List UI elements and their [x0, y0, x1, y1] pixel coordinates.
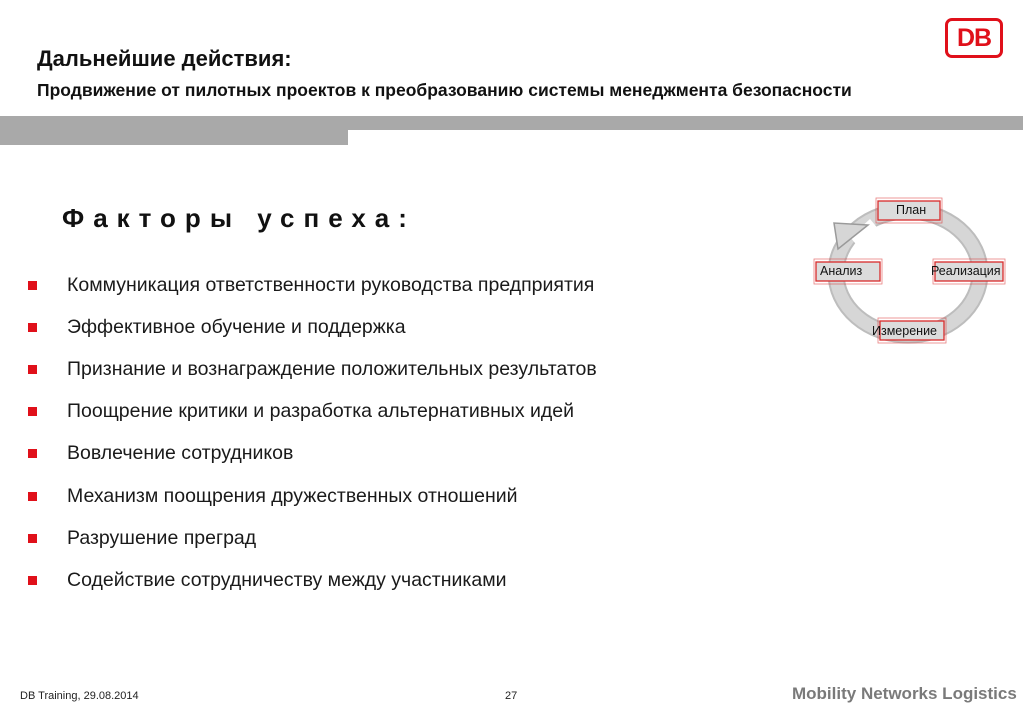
list-item [28, 433, 597, 475]
list-item-text: Признание и вознаграждение положительных результатов [67, 357, 597, 380]
footer-slogan: Mobility Networks Logistics [792, 684, 1017, 703]
list-item-text: Вовлечение сотрудников [67, 442, 294, 465]
header-divider-accent [0, 130, 348, 145]
plan-label: План [896, 203, 927, 217]
section-title: Факторы успеха: [62, 203, 416, 233]
list-item-text: Разрушение преград [67, 526, 257, 549]
measurement-label: Измерение [872, 324, 938, 338]
bullet-icon [28, 576, 37, 585]
bullet-icon [28, 407, 37, 416]
list-item [28, 517, 597, 559]
list-item [28, 264, 597, 306]
list-item [28, 391, 597, 433]
implementation-label: Реализация [931, 264, 1001, 278]
list-item [28, 348, 597, 390]
bullet-icon [28, 323, 37, 332]
bullet-icon [28, 492, 37, 501]
list-item-text: Эффективное обучение и поддержка [67, 315, 406, 338]
db-logo [945, 18, 1003, 58]
bullet-icon [28, 449, 37, 458]
list-item-text: Коммуникация ответственности руководства предприятия [67, 273, 595, 296]
page-number: 27 [505, 690, 518, 702]
db-logo-text: DB [956, 23, 992, 52]
list-item [28, 475, 597, 517]
header-divider-bar [0, 116, 1023, 130]
page-subtitle: Продвижение от пилотных проектов к преобразованию системы менеджмента безопасности [37, 80, 852, 100]
list-item [28, 559, 597, 601]
footer-source: DB Training, 29.08.2014 [20, 690, 139, 702]
analysis-label: Анализ [820, 264, 863, 278]
success-factors-list [28, 264, 597, 602]
bullet-icon [28, 281, 37, 290]
list-item [28, 306, 597, 348]
list-item-text: Поощрение критики и разработка альтернативных идей [67, 400, 575, 423]
list-item-text: Механизм поощрения дружественных отношений [67, 484, 518, 507]
bullet-icon [28, 534, 37, 543]
list-item-text: Содействие сотрудничеству между участниками [67, 568, 507, 591]
page-title: Дальнейшие действия: [37, 46, 292, 71]
bullet-icon [28, 365, 37, 374]
pdca-cycle-diagram [810, 193, 1020, 350]
